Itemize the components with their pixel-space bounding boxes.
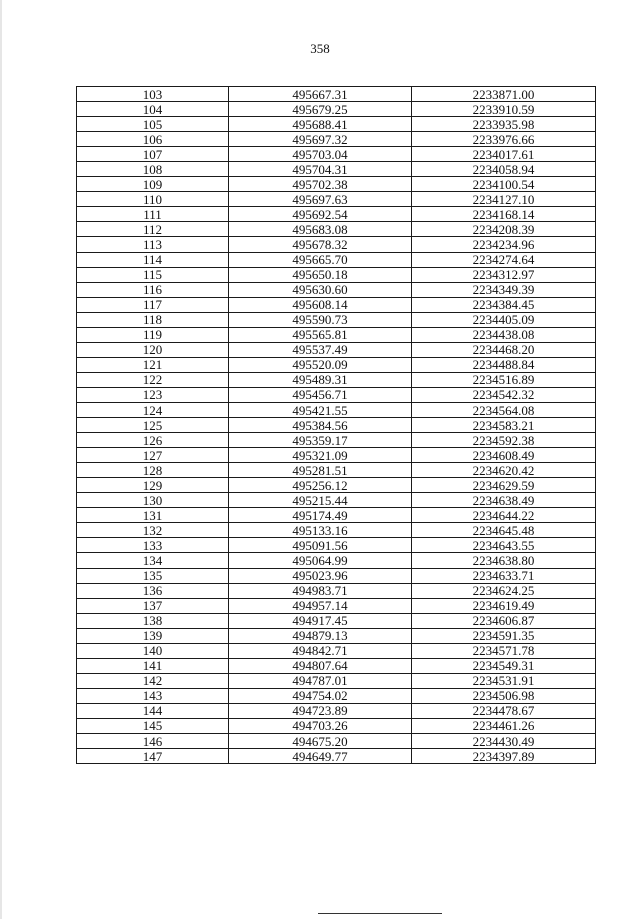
table-row <box>77 357 596 372</box>
x-coordinate-cell: 494754.02 <box>229 688 412 703</box>
table-row <box>77 162 596 177</box>
table-row <box>77 749 596 764</box>
x-coordinate-cell: 495489.31 <box>229 372 412 387</box>
x-coordinate-cell: 495667.31 <box>229 87 412 102</box>
page-number: 358 <box>310 41 330 56</box>
table-row <box>77 673 596 688</box>
y-coordinate-cell: 2234384.45 <box>412 297 596 312</box>
table-row <box>77 583 596 598</box>
y-coordinate-cell: 2234397.89 <box>412 749 596 764</box>
y-coordinate-cell: 2234100.54 <box>412 177 596 192</box>
x-coordinate-cell: 495456.71 <box>229 387 412 402</box>
point-number-cell: 136 <box>77 583 229 598</box>
y-coordinate-cell: 2234127.10 <box>412 192 596 207</box>
y-coordinate-cell: 2234506.98 <box>412 688 596 703</box>
table-row <box>77 387 596 402</box>
table-row <box>77 147 596 162</box>
x-coordinate-cell: 495697.63 <box>229 192 412 207</box>
point-number-cell: 115 <box>77 267 229 282</box>
table-row <box>77 658 596 673</box>
y-coordinate-cell: 2234430.49 <box>412 734 596 749</box>
y-coordinate-cell: 2234234.96 <box>412 237 596 252</box>
y-coordinate-cell: 2234592.38 <box>412 433 596 448</box>
x-coordinate-cell: 495678.32 <box>229 237 412 252</box>
table-row <box>77 568 596 583</box>
y-coordinate-cell: 2234478.67 <box>412 703 596 718</box>
point-number-cell: 140 <box>77 643 229 658</box>
point-number-cell: 118 <box>77 312 229 327</box>
y-coordinate-cell: 2234168.14 <box>412 207 596 222</box>
y-coordinate-cell: 2234629.59 <box>412 478 596 493</box>
table-row <box>77 448 596 463</box>
x-coordinate-cell: 495281.51 <box>229 463 412 478</box>
y-coordinate-cell: 2233976.66 <box>412 132 596 147</box>
y-coordinate-cell: 2234542.32 <box>412 387 596 402</box>
x-coordinate-cell: 495665.70 <box>229 252 412 267</box>
point-number-cell: 129 <box>77 478 229 493</box>
point-number-cell: 127 <box>77 448 229 463</box>
table-row <box>77 613 596 628</box>
footer-rule <box>318 913 442 914</box>
y-coordinate-cell: 2234645.48 <box>412 523 596 538</box>
table-row <box>77 703 596 718</box>
point-number-cell: 116 <box>77 282 229 297</box>
coordinates-table <box>76 86 596 764</box>
point-number-cell: 137 <box>77 598 229 613</box>
point-number-cell: 131 <box>77 508 229 523</box>
point-number-cell: 120 <box>77 342 229 357</box>
table-row <box>77 207 596 222</box>
point-number-cell: 119 <box>77 327 229 342</box>
point-number-cell: 117 <box>77 297 229 312</box>
y-coordinate-cell: 2234583.21 <box>412 418 596 433</box>
point-number-cell: 123 <box>77 387 229 402</box>
table-row <box>77 508 596 523</box>
y-coordinate-cell: 2234643.55 <box>412 538 596 553</box>
table-row <box>77 643 596 658</box>
y-coordinate-cell: 2234619.49 <box>412 598 596 613</box>
y-coordinate-cell: 2233935.98 <box>412 117 596 132</box>
table-row <box>77 87 596 102</box>
table-row <box>77 523 596 538</box>
x-coordinate-cell: 495384.56 <box>229 418 412 433</box>
y-coordinate-cell: 2234606.87 <box>412 613 596 628</box>
point-number-cell: 139 <box>77 628 229 643</box>
point-number-cell: 108 <box>77 162 229 177</box>
point-number-cell: 124 <box>77 402 229 417</box>
x-coordinate-cell: 495359.17 <box>229 433 412 448</box>
y-coordinate-cell: 2234208.39 <box>412 222 596 237</box>
point-number-cell: 138 <box>77 613 229 628</box>
table-row <box>77 418 596 433</box>
table-row <box>77 177 596 192</box>
table-row <box>77 538 596 553</box>
x-coordinate-cell: 495091.56 <box>229 538 412 553</box>
y-coordinate-cell: 2234438.08 <box>412 327 596 342</box>
x-coordinate-cell: 495064.99 <box>229 553 412 568</box>
table-row <box>77 282 596 297</box>
point-number-cell: 111 <box>77 207 229 222</box>
table-row <box>77 267 596 282</box>
x-coordinate-cell: 495590.73 <box>229 312 412 327</box>
point-number-cell: 134 <box>77 553 229 568</box>
table-row <box>77 433 596 448</box>
y-coordinate-cell: 2234549.31 <box>412 658 596 673</box>
x-coordinate-cell: 495650.18 <box>229 267 412 282</box>
point-number-cell: 105 <box>77 117 229 132</box>
y-coordinate-cell: 2234405.09 <box>412 312 596 327</box>
x-coordinate-cell: 494787.01 <box>229 673 412 688</box>
x-coordinate-cell: 494675.20 <box>229 734 412 749</box>
point-number-cell: 113 <box>77 237 229 252</box>
point-number-cell: 106 <box>77 132 229 147</box>
table-row <box>77 117 596 132</box>
table-row <box>77 252 596 267</box>
x-coordinate-cell: 495520.09 <box>229 357 412 372</box>
x-coordinate-cell: 495421.55 <box>229 402 412 417</box>
table-row <box>77 402 596 417</box>
point-number-cell: 147 <box>77 749 229 764</box>
x-coordinate-cell: 495215.44 <box>229 493 412 508</box>
x-coordinate-cell: 494879.13 <box>229 628 412 643</box>
point-number-cell: 122 <box>77 372 229 387</box>
table-row <box>77 222 596 237</box>
point-number-cell: 146 <box>77 734 229 749</box>
x-coordinate-cell: 495704.31 <box>229 162 412 177</box>
point-number-cell: 125 <box>77 418 229 433</box>
x-coordinate-cell: 494917.45 <box>229 613 412 628</box>
table-row <box>77 734 596 749</box>
table-row <box>77 312 596 327</box>
point-number-cell: 104 <box>77 102 229 117</box>
y-coordinate-cell: 2234461.26 <box>412 718 596 733</box>
table-row <box>77 553 596 568</box>
x-coordinate-cell: 495703.04 <box>229 147 412 162</box>
point-number-cell: 128 <box>77 463 229 478</box>
x-coordinate-cell: 494983.71 <box>229 583 412 598</box>
y-coordinate-cell: 2234488.84 <box>412 357 596 372</box>
point-number-cell: 121 <box>77 357 229 372</box>
y-coordinate-cell: 2233871.00 <box>412 87 596 102</box>
coordinates-table-body <box>77 87 596 764</box>
table-row <box>77 297 596 312</box>
table-row <box>77 327 596 342</box>
y-coordinate-cell: 2234468.20 <box>412 342 596 357</box>
point-number-cell: 126 <box>77 433 229 448</box>
y-coordinate-cell: 2234312.97 <box>412 267 596 282</box>
x-coordinate-cell: 494957.14 <box>229 598 412 613</box>
table-row <box>77 132 596 147</box>
point-number-cell: 145 <box>77 718 229 733</box>
y-coordinate-cell: 2234633.71 <box>412 568 596 583</box>
table-row <box>77 628 596 643</box>
x-coordinate-cell: 495321.09 <box>229 448 412 463</box>
x-coordinate-cell: 495688.41 <box>229 117 412 132</box>
point-number-cell: 130 <box>77 493 229 508</box>
y-coordinate-cell: 2234531.91 <box>412 673 596 688</box>
table-row <box>77 598 596 613</box>
x-coordinate-cell: 495133.16 <box>229 523 412 538</box>
table-row <box>77 372 596 387</box>
x-coordinate-cell: 495608.14 <box>229 297 412 312</box>
x-coordinate-cell: 494723.89 <box>229 703 412 718</box>
y-coordinate-cell: 2234644.22 <box>412 508 596 523</box>
point-number-cell: 141 <box>77 658 229 673</box>
y-coordinate-cell: 2234620.42 <box>412 463 596 478</box>
x-coordinate-cell: 495702.38 <box>229 177 412 192</box>
table-row <box>77 493 596 508</box>
table-row <box>77 718 596 733</box>
y-coordinate-cell: 2234591.35 <box>412 628 596 643</box>
table-row <box>77 102 596 117</box>
point-number-cell: 110 <box>77 192 229 207</box>
x-coordinate-cell: 495174.49 <box>229 508 412 523</box>
point-number-cell: 103 <box>77 87 229 102</box>
y-coordinate-cell: 2234058.94 <box>412 162 596 177</box>
scan-edge-line <box>0 0 2 919</box>
point-number-cell: 144 <box>77 703 229 718</box>
point-number-cell: 107 <box>77 147 229 162</box>
y-coordinate-cell: 2234017.61 <box>412 147 596 162</box>
y-coordinate-cell: 2234274.64 <box>412 252 596 267</box>
x-coordinate-cell: 495683.08 <box>229 222 412 237</box>
x-coordinate-cell: 495565.81 <box>229 327 412 342</box>
point-number-cell: 132 <box>77 523 229 538</box>
x-coordinate-cell: 494703.26 <box>229 718 412 733</box>
x-coordinate-cell: 495537.49 <box>229 342 412 357</box>
y-coordinate-cell: 2234608.49 <box>412 448 596 463</box>
table-row <box>77 688 596 703</box>
table-row <box>77 478 596 493</box>
table-row <box>77 192 596 207</box>
point-number-cell: 135 <box>77 568 229 583</box>
y-coordinate-cell: 2234349.39 <box>412 282 596 297</box>
y-coordinate-cell: 2234638.80 <box>412 553 596 568</box>
point-number-cell: 109 <box>77 177 229 192</box>
y-coordinate-cell: 2234638.49 <box>412 493 596 508</box>
x-coordinate-cell: 495697.32 <box>229 132 412 147</box>
x-coordinate-cell: 495630.60 <box>229 282 412 297</box>
x-coordinate-cell: 494842.71 <box>229 643 412 658</box>
table-row <box>77 463 596 478</box>
point-number-cell: 133 <box>77 538 229 553</box>
x-coordinate-cell: 494807.64 <box>229 658 412 673</box>
point-number-cell: 143 <box>77 688 229 703</box>
y-coordinate-cell: 2233910.59 <box>412 102 596 117</box>
table-row <box>77 342 596 357</box>
y-coordinate-cell: 2234571.78 <box>412 643 596 658</box>
x-coordinate-cell: 495256.12 <box>229 478 412 493</box>
y-coordinate-cell: 2234516.89 <box>412 372 596 387</box>
y-coordinate-cell: 2234624.25 <box>412 583 596 598</box>
point-number-cell: 112 <box>77 222 229 237</box>
point-number-cell: 114 <box>77 252 229 267</box>
point-number-cell: 142 <box>77 673 229 688</box>
x-coordinate-cell: 495692.54 <box>229 207 412 222</box>
y-coordinate-cell: 2234564.08 <box>412 402 596 417</box>
x-coordinate-cell: 495023.96 <box>229 568 412 583</box>
x-coordinate-cell: 495679.25 <box>229 102 412 117</box>
x-coordinate-cell: 494649.77 <box>229 749 412 764</box>
table-row <box>77 237 596 252</box>
